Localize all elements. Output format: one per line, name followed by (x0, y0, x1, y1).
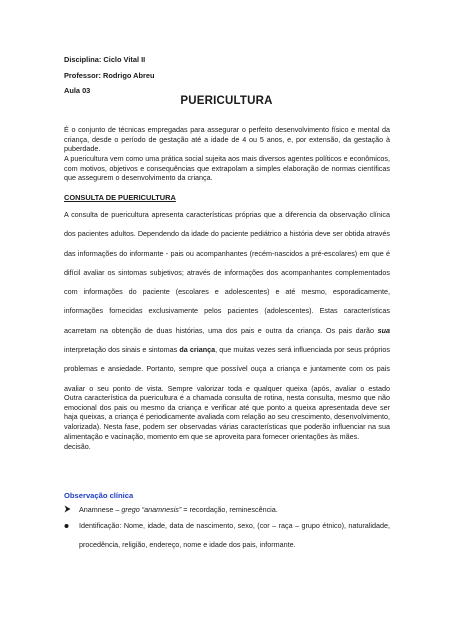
section-heading: CONSULTA DE PUERICULTURA (64, 193, 176, 202)
anamnese-greek: – grego “anamnesis” (115, 505, 182, 514)
observation-heading: Observação clínica (64, 491, 134, 500)
consulta-emphasis-sua: sua (377, 325, 390, 335)
arrow-bullet-icon (64, 505, 78, 515)
identificacao-text: Identificação: Nome, idade, data de nascimento, sexo, (cor – raça – grupo étnico), naturalidade, procedência, religião, endereço, nome e idade dos pais, informante. (79, 521, 390, 550)
intro-paragraph-2: A puericultura vem como uma prática social sujeita aos mais diversos agentes políticos e econômicos, com motivos, objetivos e consequências que extrapolam a simples elaboração de normas científicas que assegurem o desenvolvimento da criança. (64, 154, 390, 183)
consulta-emphasis-crianca: da criança (179, 345, 216, 355)
consulta-text-b: interpretação dos sinais e sintomas (64, 345, 180, 355)
dot-bullet-icon (64, 516, 78, 543)
anamnese-meaning: = recordação, reminescência. (181, 505, 278, 514)
page-title: PUERICULTURA (180, 95, 273, 107)
discipline-line: Disciplina: Ciclo Vital II (64, 55, 146, 64)
professor-line: Professor: Rodrigo Abreu (64, 71, 155, 80)
lesson-line: Aula 03 (64, 86, 91, 95)
consulta-text-c: , que muitas vezes será influenciada por seus próprios problemas e ansiedade. Portanto, sempre que possível ouça a criança e juntamente com os pais avaliar o seu ponto de vista. Sempre valorizar toda e qualquer queixa (após, avaliar o estado emocional dos pais ou mesmo da criança e verificar até que ponto a queixa apresentada deve ser valorizada). Nesta fase, podem ser observadas várias características que poderão influenciar na sua decisão. (64, 345, 390, 451)
anamnese-text (79, 505, 390, 514)
consulta-text-a: A consulta de puericultura apresenta características próprias que a diferencia da observação clínica dos pacientes adultos. Dependendo da idade do paciente pediátrico a história deve ser obtida através das informações do informante - pais ou acompanhantes (recém-nascidos a pré-escolares) em que é difícil avaliar os sintomas subjetivos; através de informações dos acompanhantes complementados com informações do paciente (escolares e adolescentes) e até mesmo, esporadicamente, informações fornecidas exclusivamente pelos pacientes (adolescentes). Estas características acarretam na obtenção de duas histórias, uma dos pais e outra da criança. Os pais darão (64, 210, 390, 335)
intro-paragraph-1: É o conjunto de técnicas empregadas para assegurar o perfeito desenvolvimento físico e mental da criança, desde o período de gestação até a idade de 4 ou 5 anos, e, por extensão, da gestação à puberdade. (64, 125, 390, 154)
list-item-identificacao (64, 516, 390, 556)
anamnese-term: Anamnese (79, 505, 116, 514)
consulta-paragraph-2: Outra característica da puericultura é a chamada consulta de rotina, nesta consulta, mesmo que não haja queixas, a criança é periodicamente avaliada com relação ao seu crescimento, desenvolvimento, alimentação e vacinação, momento em que se aproveita para fornecer orientações às mães. (64, 393, 390, 441)
